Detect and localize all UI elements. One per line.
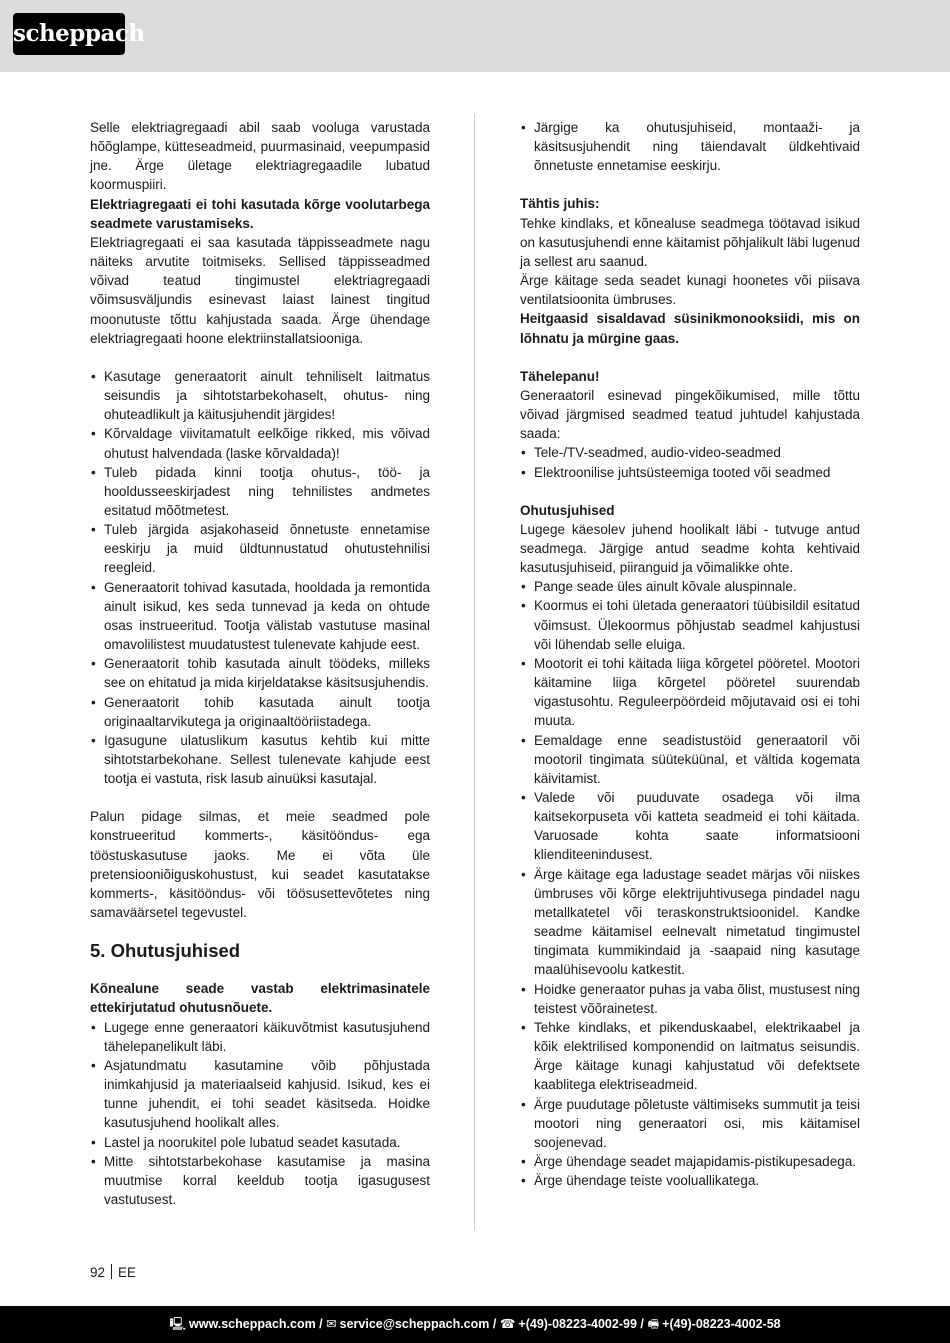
scheppach-logo: scheppach (13, 13, 125, 55)
right-column (520, 118, 860, 1190)
section-heading: 5. Ohutusjuhised (90, 940, 241, 962)
attention-list (520, 443, 860, 481)
list-item: • Generaatorit tohib kasutada ainult tootja originaaltarvikutega ja originaaltööriistadega. (90, 693, 430, 731)
footer-phone: +(49)-08223-4002-99 / (518, 1317, 644, 1331)
list-item: • Kasutage generaatorit ainult tehniliselt laitmatus seisundis ja sihtotstarbekohaselt, ohutus- ning ohuteadlikult ja käitusjuhendit järgides! (90, 367, 430, 424)
list-item: • Lugege enne generaatori käikuvõtmist kasutusjuhend tähelepanelikult läbi. (90, 1018, 430, 1056)
list-item: • Eemaldage enne seadistustöid generaatoril või mootoril tingimata süüteküünal, et vältida kogemata käivitamist. (520, 731, 860, 788)
left-column (90, 118, 430, 1209)
commercial-use-note: Palun pidage silmas, et meie seadmed pole konstrueeritud kommerts-, käsitööndus- ega tööstuskasutuse jaoks. Me ei võta üle pretensiooniõiguskohustust, kui seadet kasutatakse kommerts-, käsitööndus- või töösusettevõtetes ning samaväärsetel tegevustel. (90, 809, 430, 921)
footer-email[interactable]: service@scheppach.com / (339, 1317, 497, 1331)
list-item: • Ärge ühendage seadet majapidamis-pistikupesadega. (520, 1152, 860, 1171)
phone-icon: ☎ (499, 1317, 516, 1331)
list-item: • Ärge käitage ega ladustage seadet märjas või niiskes ümbruses või kõrge elektrijuhtivusega pindadel nagu metallkatetel või teraskonstruktsioonidel. Kandke seadme käitamisel eelnevalt nimetatud tingimustel tingimata kummikindaid ja -saapaid ning kasutage maalühisevoolu katkestit. (520, 865, 860, 980)
usage-list (90, 367, 430, 788)
important-heading: Tähtis juhis: (520, 196, 600, 212)
email-icon: ✉ (326, 1317, 337, 1331)
list-item: • Ärge ühendage teiste vooluallikatega. (520, 1171, 860, 1190)
important-text: Tehke kindlaks, et kõnealuse seadmega töötavad isikud on kasutusjuhendi enne käitamist põhjalikult läbi lugenud ja sellest aru saanud. (520, 215, 860, 269)
intro-paragraph: Elektriagregaati ei saa kasutada täppisseadmete nagu näiteks arvutite toitmiseks. Sellised täppisseadmed võivad teatud tingimustel elektriagregaadi võimsusväljundis esinevast laiast lainest tingitud moonutuste tõttu kahjustada saada. Ärge ühendage elektriagregaati hoone elektriinstallatsiooniga. (90, 234, 430, 346)
list-item: • Järgige ka ohutusjuhiseid, montaaži- ja käsitsusjuhendit ning täiendavalt üldkehtivaid õnnetuste ennetamise eeskirju. (520, 118, 860, 175)
list-item: • Tehke kindlaks, et pikenduskaabel, elektrikaabel ja kõik elektrilised komponendid on laitmatus seisundis. Ärge käitage kunagi kahjustatud või defektsete kaablitega elektriseadmeid. (520, 1018, 860, 1095)
list-item: • Hoidke generaator puhas ja vaba õlist, mustusest ning teistest võõrainetest. (520, 980, 860, 1018)
list-item: • Elektroonilise juhtsüsteemiga tooted või seadmed (520, 463, 860, 482)
list-item: • Mitte sihtotstarbekohase kasutamise ja masina muutmise korral keeldub tootja igasugusest vastutusest. (90, 1152, 430, 1209)
language-code: EE (118, 1265, 137, 1280)
exhaust-warning: Heitgaasid sisaldavad süsinikmonooksiidi, mis on lõhnatu ja mürgine gaas. (520, 311, 860, 346)
list-item: • Asjatundmatu kasutamine võib põhjustada inimkahjusid ja materiaalseid kahjusid. Isikud, kes ei tunne juhendit, ei tohi seadet käsitseda. Hoidke kasutusjuhend hoolikalt alles. (90, 1056, 430, 1133)
section-intro: Kõnealune seade vastab elektrimasinatele ettekirjutatud ohutusnõuete. (90, 981, 430, 1016)
important-text: Ärge käitage seda seadet kunagi hoonetes või piisava ventilatsioonita ümbruses. (520, 273, 860, 308)
attention-heading: Tähelepanu! (520, 368, 600, 384)
page-number: 92 (90, 1265, 106, 1280)
list-item: • Valede või puuduvate osadega või ilma kaitsekorpuseta või katteta seadmeid ei tohi käitada. Varuosade kohta saate informatsiooni klienditeenindusest. (520, 788, 860, 865)
safety-heading: Ohutusjuhised (520, 502, 615, 518)
list-item: • Generaatorit tohib kasutada ainult töödeks, milleks see on ehitatud ja mida kirjeldatakse käsitsusjuhendis. (90, 654, 430, 692)
intro-paragraph: Selle elektriagregaadi abil saab vooluga varustada hõõglampe, kütteseadmeid, puurmasinaid, veepumpasid jne. Ärge ületage elektriagregaadile lubatud koormuspiiri. (90, 120, 430, 193)
fax-icon: 🖷 (647, 1317, 660, 1331)
safety-list (90, 1018, 430, 1210)
list-item: • Pange seade üles ainult kõvale aluspinnale. (520, 577, 860, 596)
footer-fax: +(49)-08223-4002-58 (662, 1317, 781, 1331)
list-item: • Tuleb järgida asjakohaseid õnnetuste ennetamise eeskirju ja muid üldtunnustatud ohutustehnilisi reegleid. (90, 520, 430, 577)
safety-instructions-list (520, 577, 860, 1190)
footer-website[interactable]: www.scheppach.com / (189, 1317, 323, 1331)
list-item: • Kõrvaldage viivitamatult eelkõige rikked, mis võivad ohutust halvendada (laske kõrvaldada)! (90, 424, 430, 462)
column-divider (474, 114, 475, 1230)
list-item: • Lastel ja noorukitel pole lubatud seadet kasutada. (90, 1133, 430, 1152)
safety-text: Lugege käesolev juhend hoolikalt läbi - tutvuge antud seadmega. Järgige antud seadme kohta kehtivaid kasutusjuhiseid, piiranguid ja võimalikke ohte. (520, 521, 860, 576)
top-list (520, 118, 860, 175)
page-number-block (90, 1264, 136, 1282)
page-footer (0, 1306, 950, 1343)
intro-warning: Elektriagregaati ei tohi kasutada kõrge voolutarbega seadmete varustamiseks. (90, 196, 430, 231)
list-item: • Tuleb pidada kinni tootja ohutus-, töö- ja hooldusseeskirjadest ning tehnilistes andmetes esitatud mõõtmetest. (90, 463, 430, 520)
list-item: • Igasugune ulatuslikum kasutus kehtib kui mitte sihtotstarbekohane. Sellest tulenevate kahjude eest tootja ei vastuta, risk lasub ainuüksi kasutajal. (90, 731, 430, 788)
page-header (0, 0, 950, 72)
attention-text: Generaatoril esinevad pingekõikumised, mille tõttu võivad järgmised seadmed teatud juhtudel kahjustada saada: (520, 387, 860, 442)
list-item: • Generaatorit tohivad kasutada, hooldada ja remontida ainult isikud, kes seda tunnevad ja keda on ohtude osas instrueeritud. Tootja välistab vastutuse masinal omavolilistest muudatustest tulenevate kahjude eest. (90, 578, 430, 655)
computer-icon: 🖳 (169, 1317, 187, 1331)
list-item: • Tele-/TV-seadmed, audio-video-seadmed (520, 443, 860, 462)
list-item: • Koormus ei tohi ületada generaatori tüübisildil esitatud võimsust. Ülekoormus põhjustab seadmel kahjustusi või lühendab selle eluiga. (520, 596, 860, 653)
list-item: • Mootorit ei tohi käitada liiga kõrgetel pööretel. Mootori käitamine liiga kõrgetel pööretel suurendab vigastusohtu. Reguleerpöördeid mõjutavaid osi ei tohi muuta. (520, 654, 860, 731)
list-item: • Ärge puudutage põletuste vältimiseks summutit ja teisi mootori ning generaatori osi, mis käitamisel soojenevad. (520, 1095, 860, 1152)
